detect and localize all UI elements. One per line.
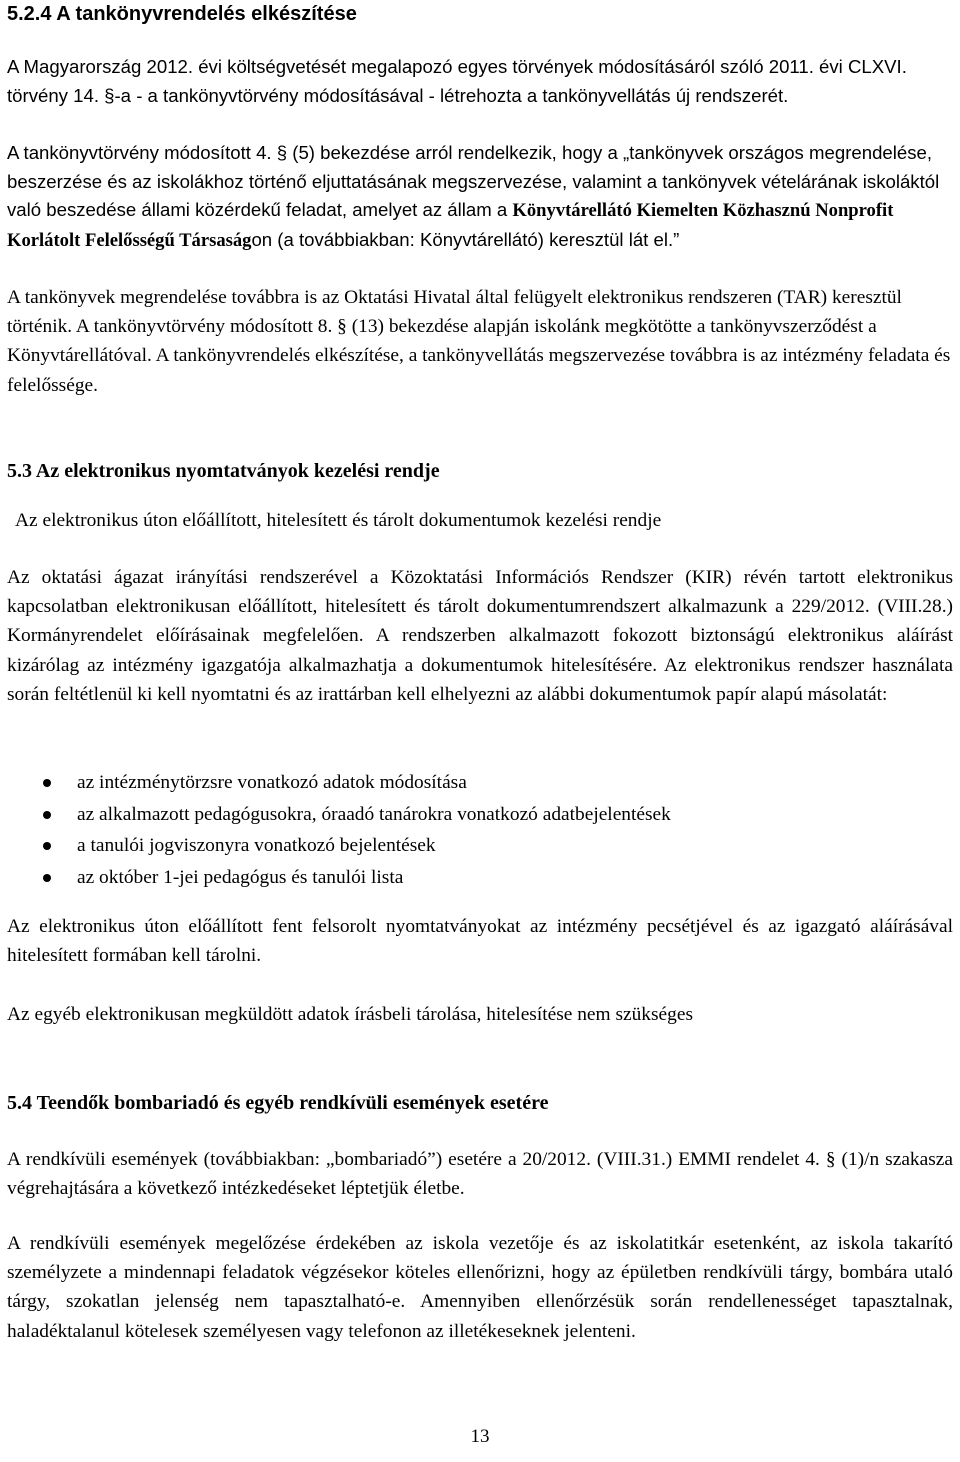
list-item: a tanulói jogviszonyra vonatkozó bejelentések <box>7 830 953 862</box>
bullet-icon <box>43 874 51 882</box>
section-5-2-4-paragraph-1: A Magyarország 2012. évi költségvetését megalapozó egyes törvények módosításáról szóló 2011. évi CLXVI. törvény 14. §-a - a tankönyvtörvény módosításával - létrehozta a tankönyvellátás új rendszerét. <box>7 56 907 106</box>
section-5-3-paragraph-3: Az egyéb elektronikusan megküldött adatok írásbeli tárolása, hitelesítése nem szükséges <box>7 1004 694 1025</box>
section-5-4-heading: 5.4 Teendők bombariadó és egyéb rendkívüli események esetére <box>7 1092 549 1114</box>
section-5-4-paragraph-1: A rendkívüli események (továbbiakban: „bombariadó”) esetére a 20/2012. (VIII.31.) EMMI rendelet 4. § (1)/n szakasza végrehajtására a következő intézkedéseket léptetjük életbe. <box>7 1149 953 1200</box>
section-5-2-4-paragraph-3: A tankönyvek megrendelése továbbra is az Oktatási Hivatal által felügyelt elektronikus rendszeren (TAR) keresztül történik. A tankönyvtörvény módosított 8. § (13) bekezdése alapján iskolánk megkötötte a tankönyvszerződést a Könyvtárellátóval. A tankönyvrendelés elkészítése, a tankönyvellátás megszervezése továbbra is az intézmény feladata és felelőssége. <box>7 287 951 396</box>
bullet-icon <box>43 811 51 819</box>
bullet-icon <box>43 842 51 850</box>
page-number: 13 <box>470 1426 490 1447</box>
paragraph-2-text-end: on (a továbbiakban: Könyvtárellátó) keresztül lát el.” <box>251 228 680 250</box>
section-5-3-heading: 5.3 Az elektronikus nyomtatványok kezelési rendje <box>7 460 440 482</box>
document-list <box>7 767 953 893</box>
section-5-3-subheading: Az elektronikus úton előállított, hitelesített és tárolt dokumentumok kezelési rendje <box>15 510 662 531</box>
publisher-name-bold: Könyvtárellátó Kiemelten Közhasznú Nonprofit Korlátolt Felelősségű Társaság <box>7 200 894 251</box>
list-item: az intézménytörzsre vonatkozó adatok módosítása <box>7 767 953 799</box>
bullet-icon <box>43 779 51 787</box>
section-5-3-paragraph-1: Az oktatási ágazat irányítási rendszerével a Közoktatási Információs Rendszer (KIR) révén tartott elektronikus kapcsolatban elektronikusan előállított, hitelesített és tárolt dokumentumrendszert alkalmazunk a 229/2012. (VIII.28.) Kormányrendelet előírásainak megfelelően. A rendszerben alkalmazott fokozott biztonságú elektronikus aláírást kizárólag az intézmény igazgatója alkalmazhatja a dokumentumok hitelesítésére. Az elektronikus rendszer használata során feltétlenül ki kell nyomtatni és az irattárban kell elhelyezni az alábbi dokumentumok papír alapú másolatát: <box>7 567 953 705</box>
list-item: az alkalmazott pedagógusokra, óraadó tanárokra vonatkozó adatbejelentések <box>7 799 953 831</box>
section-5-2-4-paragraph-2 <box>7 139 953 255</box>
paragraph-2-text-start: A tankönyvtörvény módosított 4. § (5) bekezdése arról rendelkezik, hogy a „tankönyvek országos megrendelése, beszerzése és az iskolákhoz történő eljuttatásának megszervezése, valamint a tankönyvek vételárának iskoláktól való beszedése állami közérdekű feladat, amelyet az állam a <box>7 142 940 221</box>
list-item: az október 1-jei pedagógus és tanulói lista <box>7 862 953 894</box>
section-5-4-paragraph-2: A rendkívüli események megelőzése érdekében az iskola vezetője és az iskolatitkár esetenként, az iskola takarító személyzete a mindennapi feladatok végzésekor köteles ellenőrizni, hogy az épületben rendkívüli tárgy, bombára utaló tárgy, szokatlan jelenség nem tapasztalható-e. Amennyiben ellenőrzésük során rendellenességet tapasztalnak, haladéktalanul kötelesek személyesen vagy telefonon az illetékeseknek jelenteni. <box>7 1233 953 1342</box>
section-5-3-paragraph-2: Az elektronikus úton előállított fent felsorolt nyomtatványokat az intézmény pecsétjével és az igazgató aláírásával hitelesített formában kell tárolni. <box>7 916 953 967</box>
section-5-2-4-heading: 5.2.4 A tankönyvrendelés elkészítése <box>7 3 357 25</box>
